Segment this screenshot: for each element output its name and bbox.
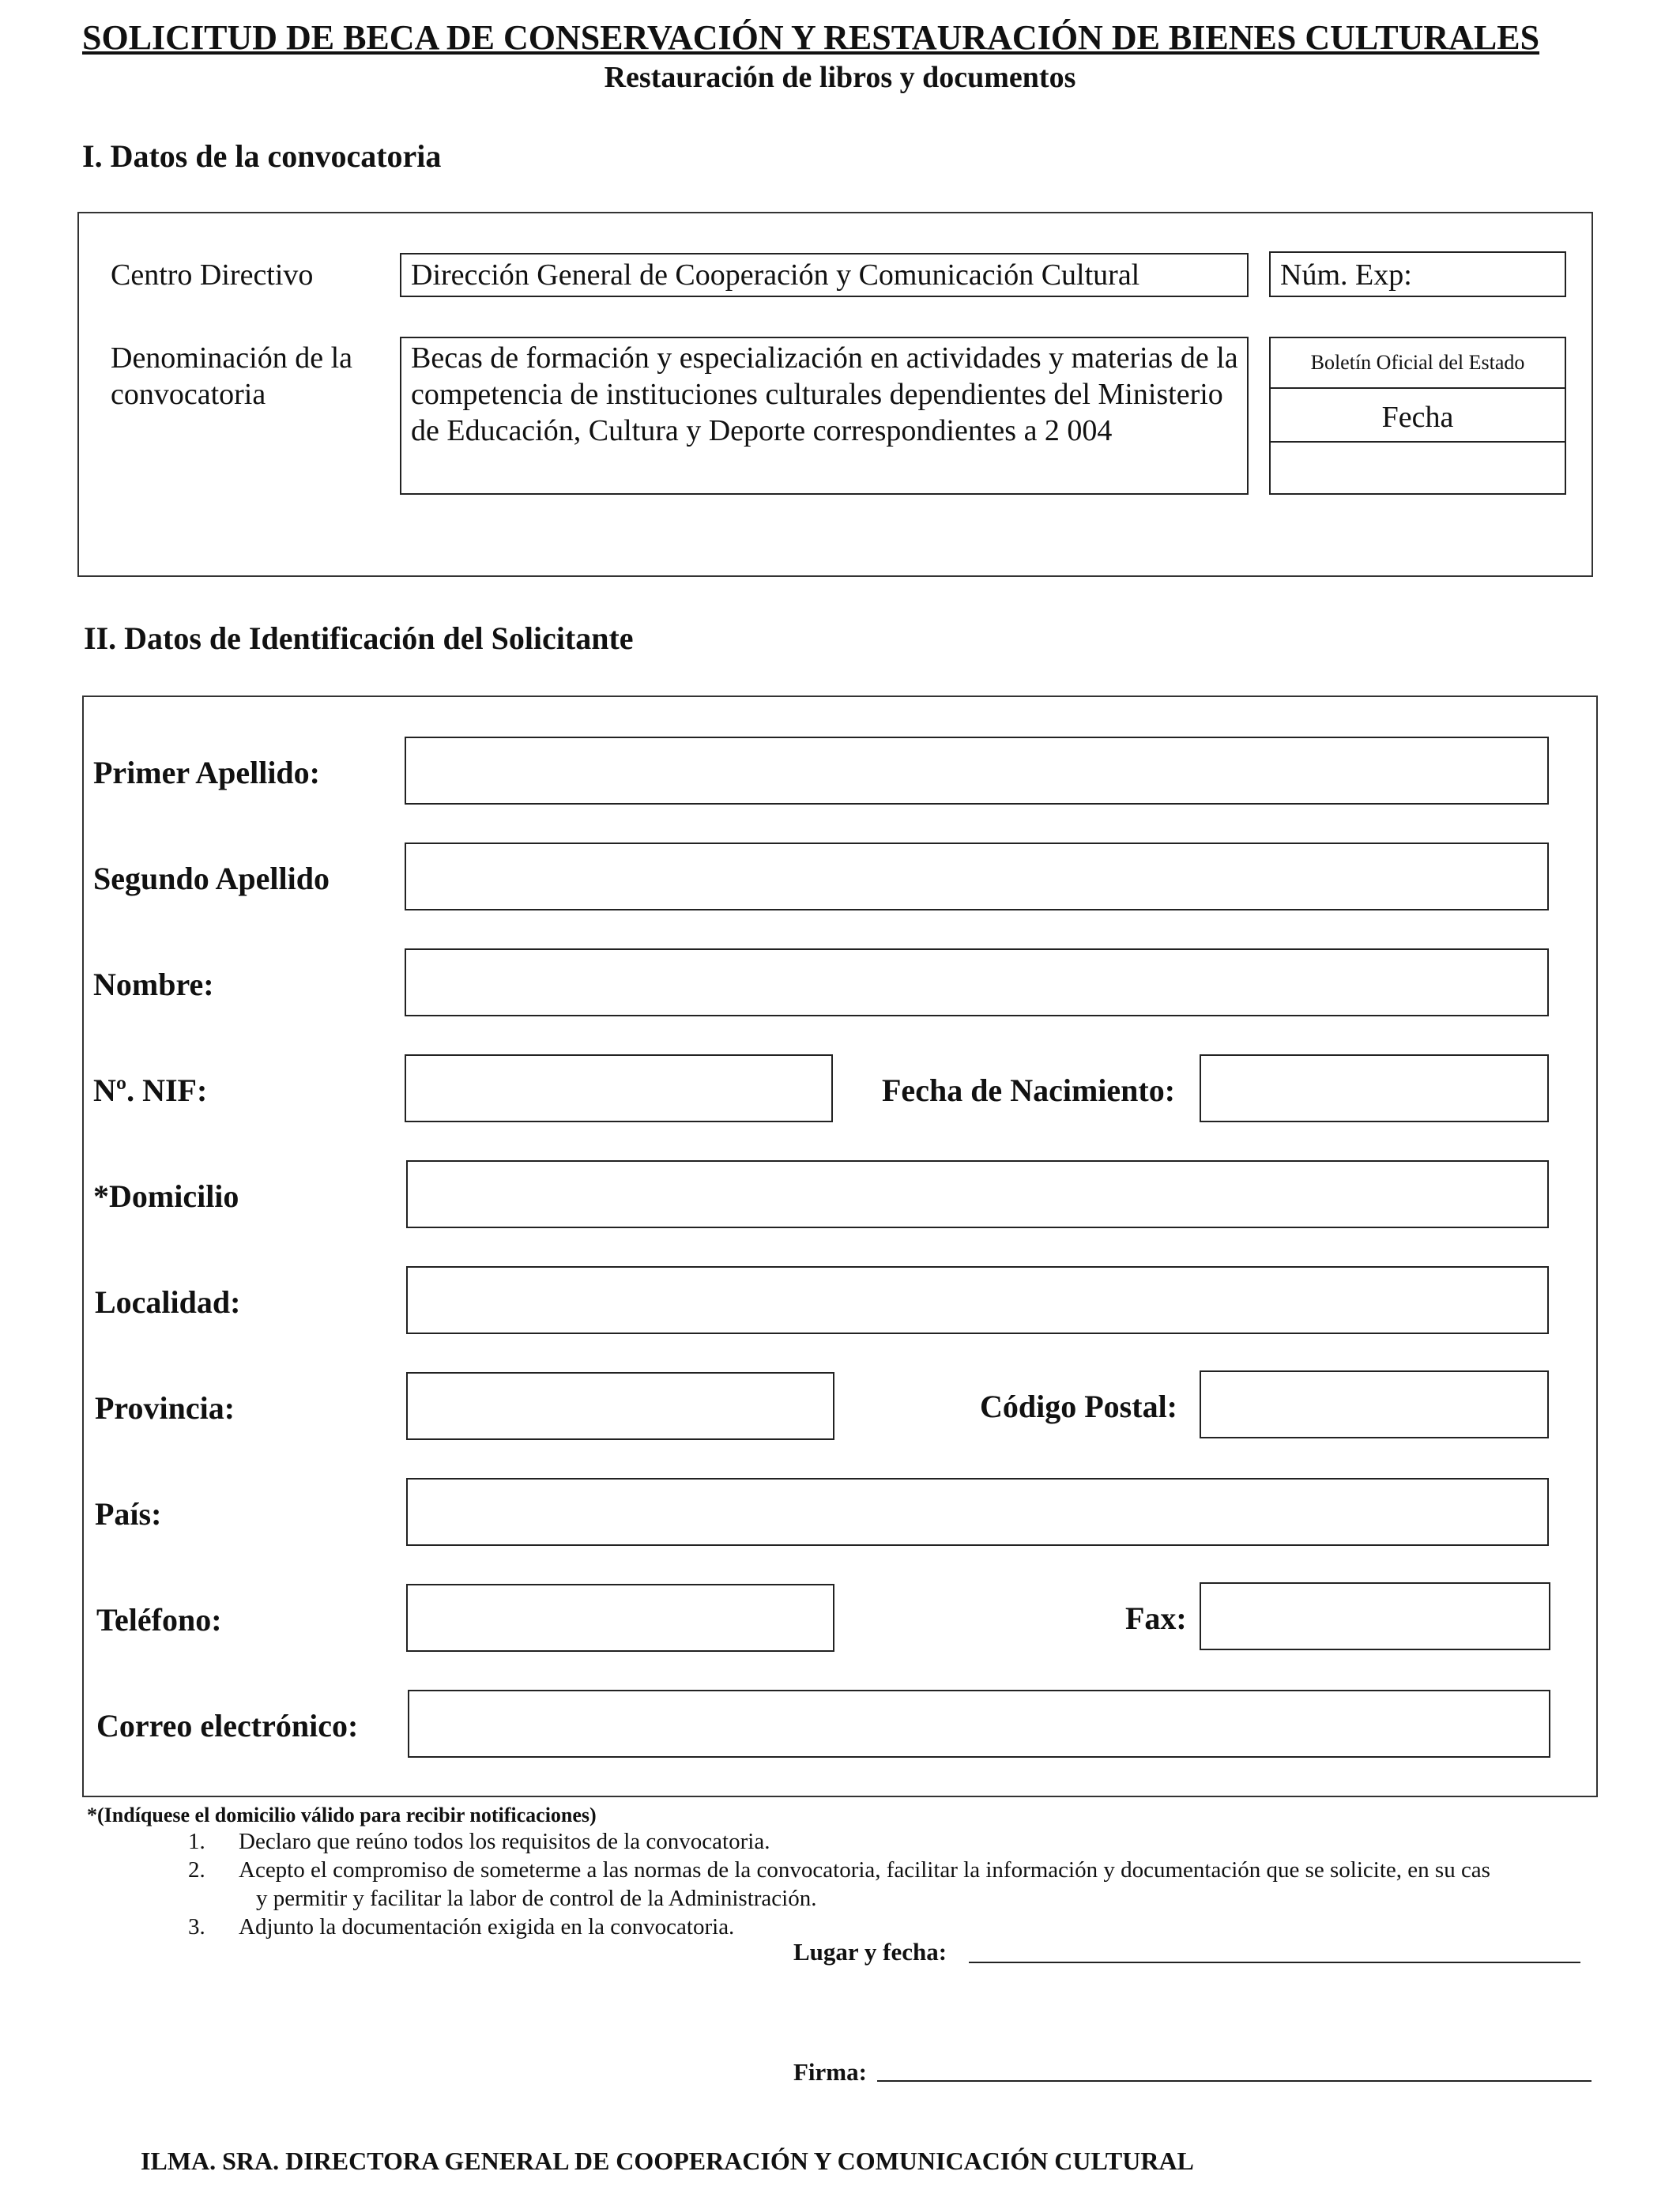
segundo-apellido-label: Segundo Apellido: [93, 861, 330, 896]
denominacion-label-line1: Denominación de la: [111, 341, 353, 375]
lugar-fecha-label: Lugar y fecha:: [793, 1938, 947, 1966]
primer-apellido-label: Primer Apellido:: [93, 755, 320, 790]
primer-apellido-input[interactable]: [405, 737, 1549, 805]
fax-label: Fax:: [1125, 1600, 1187, 1636]
declaration-num: 1.: [188, 1829, 205, 1854]
form-title: SOLICITUD DE BECA DE CONSERVACIÓN Y RESTAURACIÓN DE BIENES CULTURALES: [82, 18, 1540, 57]
section1-heading: I. Datos de la convocatoria: [82, 138, 442, 174]
boe-box: [1269, 337, 1566, 495]
fecha-label: Fecha: [1381, 401, 1454, 434]
domicilio-label: *Domicilio: [93, 1178, 239, 1214]
telefono-label: Teléfono:: [96, 1602, 222, 1638]
declaration-item: [188, 1827, 1674, 1856]
nombre-input[interactable]: [405, 948, 1549, 1016]
telefono-input[interactable]: [406, 1584, 834, 1652]
declaration-text: Acepto el compromiso de someterme a las normas de la convocatoria, facilitar la información y documentación que se solicite, en su cas: [239, 1857, 1490, 1883]
correo-input[interactable]: [408, 1690, 1550, 1758]
firma-label: Firma:: [793, 2058, 867, 2086]
pais-input[interactable]: [406, 1478, 1549, 1546]
addressee: ILMA. SRA. DIRECTORA GENERAL DE COOPERACIÓN Y COMUNICACIÓN CULTURAL: [141, 2147, 1194, 2175]
localidad-input[interactable]: [406, 1266, 1549, 1334]
declaration-item: [188, 1856, 1674, 1884]
codigo-postal-label: Código Postal:: [980, 1389, 1177, 1424]
denominacion-label: [111, 340, 352, 413]
denominacion-field[interactable]: [400, 337, 1249, 495]
declaration-num: 3.: [188, 1914, 205, 1940]
boe-fecha-field[interactable]: [1271, 443, 1565, 493]
declaration-text: y permitir y facilitar la labor de control de la Administración.: [256, 1886, 817, 1911]
declaration-num: 2.: [188, 1857, 205, 1883]
denominacion-line: de Educación, Cultura y Deporte correspondientes a 2 004: [411, 414, 1113, 447]
nif-label: Nº. NIF:: [93, 1072, 208, 1108]
localidad-label: Localidad:: [95, 1284, 241, 1320]
nombre-label: Nombre:: [93, 967, 214, 1002]
declaration-text: Adjunto la documentación exigida en la convocatoria.: [239, 1914, 735, 1940]
declaration-text: Declaro que reúno todos los requisitos de la convocatoria.: [239, 1829, 770, 1854]
num-exp-label: Núm. Exp:: [1280, 258, 1412, 292]
declaration-item-cont: [188, 1884, 1674, 1913]
form-subtitle: Restauración de libros y documentos: [604, 61, 1076, 94]
declaration-item: [188, 1913, 1674, 1941]
provincia-label: Provincia:: [95, 1390, 235, 1426]
codigo-postal-input[interactable]: [1200, 1370, 1549, 1438]
centro-directivo-field[interactable]: [400, 253, 1249, 297]
centro-directivo-label: Centro Directivo: [111, 258, 314, 292]
domicilio-input[interactable]: [406, 1160, 1549, 1228]
denominacion-text: [411, 340, 1238, 449]
fax-input[interactable]: [1200, 1582, 1550, 1650]
fecha-nacimiento-label: Fecha de Nacimiento:: [882, 1072, 1176, 1108]
firma-line[interactable]: [877, 2080, 1591, 2082]
declaration-list: [188, 1827, 1674, 1941]
nif-input[interactable]: [405, 1054, 833, 1122]
segundo-apellido-input[interactable]: [405, 843, 1549, 910]
fecha-nacimiento-input[interactable]: [1200, 1054, 1549, 1122]
correo-label: Correo electrónico:: [96, 1708, 359, 1744]
centro-directivo-value: Dirección General de Cooperación y Comunicación Cultural: [411, 258, 1140, 292]
num-exp-field[interactable]: [1269, 251, 1566, 297]
denominacion-label-line2: convocatoria: [111, 378, 266, 411]
denominacion-line: competencia de instituciones culturales dependientes del Ministerio: [411, 378, 1223, 411]
domicilio-note: *(Indíquese el domicilio válido para recibir notificaciones): [87, 1804, 597, 1826]
lugar-fecha-line[interactable]: [969, 1962, 1580, 1963]
provincia-input[interactable]: [406, 1372, 834, 1440]
section2-heading: II. Datos de Identificación del Solicitante: [84, 620, 634, 656]
boe-label: Boletín Oficial del Estado: [1310, 351, 1525, 374]
pais-label: País:: [95, 1496, 162, 1532]
denominacion-line: Becas de formación y especialización en actividades y materias de la: [411, 341, 1238, 375]
